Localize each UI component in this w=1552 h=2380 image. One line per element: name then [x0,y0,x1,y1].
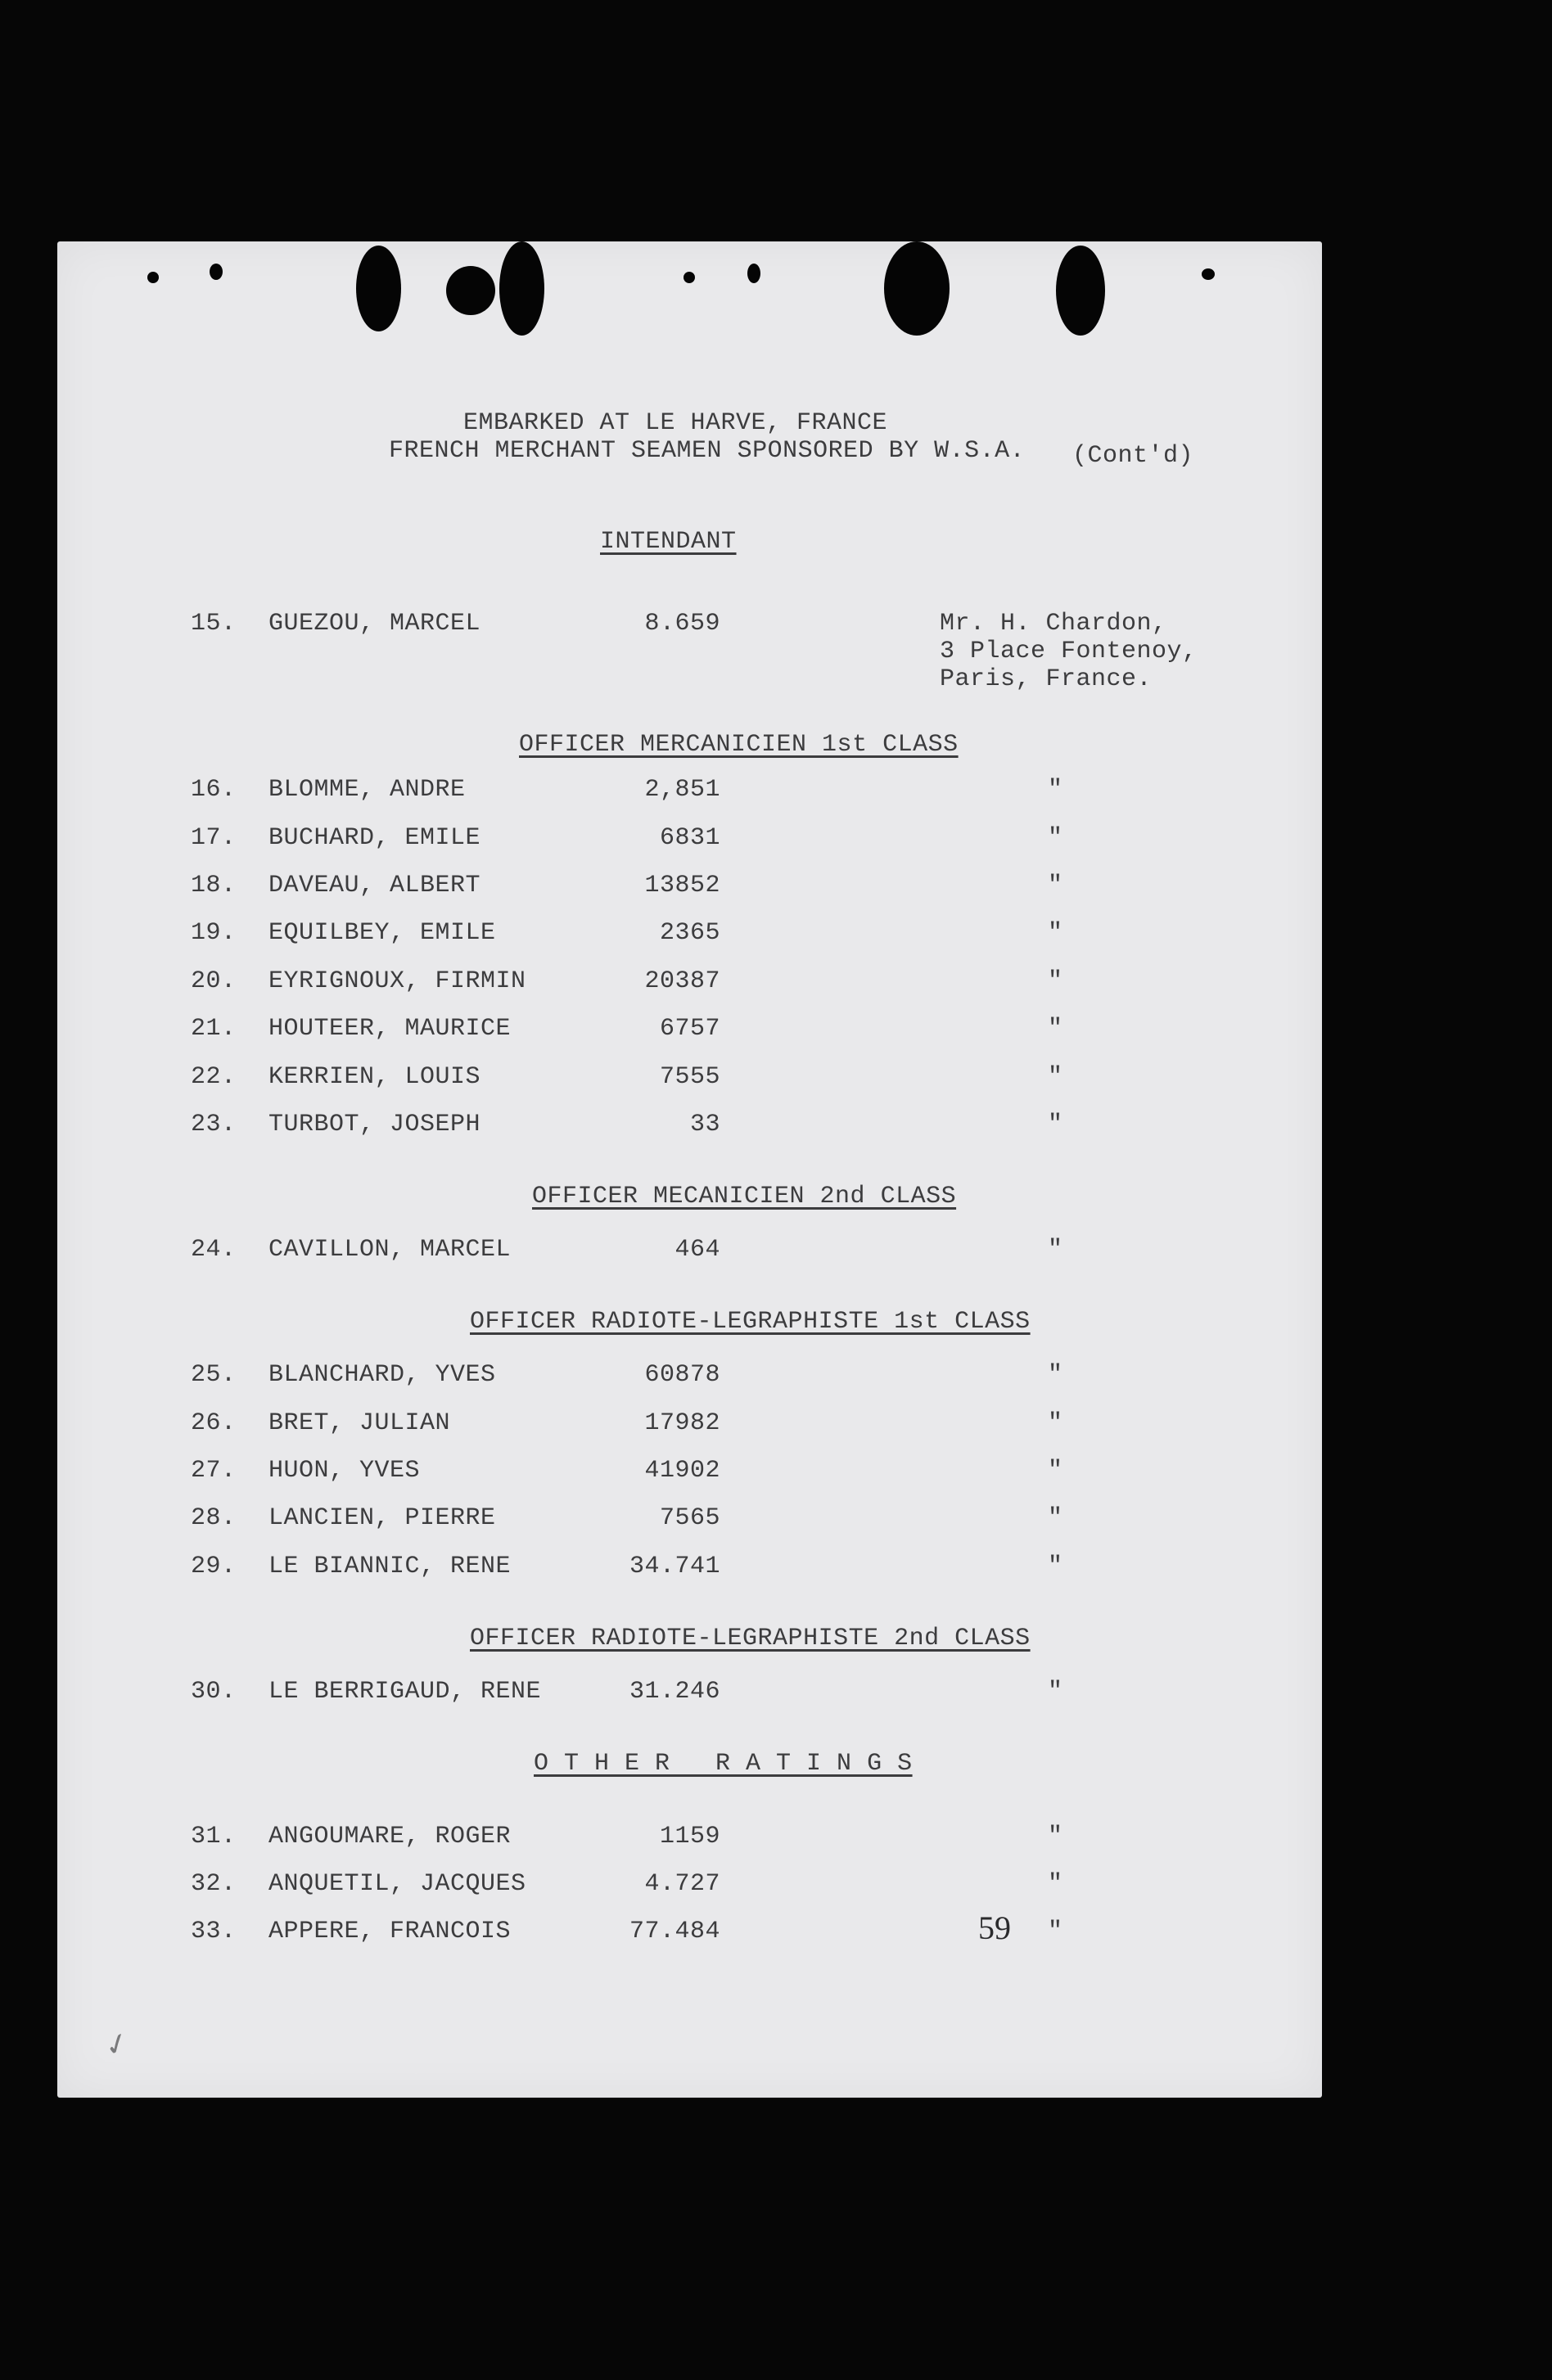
section-officer-2nd: OFFICER MECANICIEN 2nd CLASS [532,1183,957,1210]
punch-hole [499,241,544,336]
entry-value: 34.741 [629,1553,720,1580]
address-line-3: Paris, France. [940,665,1153,693]
list-item [0,1015,1552,1048]
entry-number: 17. [191,824,237,852]
entry-value: 60878 [644,1361,720,1389]
entry-number: 28. [191,1504,237,1532]
entry-number: 24. [191,1236,237,1264]
entry-value: 6831 [659,824,720,852]
entry-name: LE BERRIGAUD, RENE [268,1678,542,1706]
entry-value: 7555 [659,1063,720,1091]
entry-value: 17982 [644,1409,720,1437]
section-intendant: INTENDANT [600,528,737,556]
ditto-mark: " [1048,1918,1063,1945]
entry-name: HUON, YVES [268,1457,421,1485]
ditto-mark: " [1048,1236,1063,1264]
list-item [0,1457,1552,1490]
punch-hole [147,272,159,283]
ditto-mark: " [1048,1361,1063,1389]
list-item [0,1111,1552,1143]
ditto-mark: " [1048,824,1063,852]
section-officer-1st: OFFICER MERCANICIEN 1st CLASS [519,731,959,759]
entry-number: 27. [191,1457,237,1485]
ditto-mark: " [1048,1015,1063,1043]
list-item [0,824,1552,857]
punch-hole [684,272,695,283]
punch-hole [356,246,401,331]
ditto-mark: " [1048,1457,1063,1485]
list-item [0,1823,1552,1855]
entry-value: 41902 [644,1457,720,1485]
entry-number: 18. [191,872,237,899]
list-item [0,1504,1552,1537]
list-item [0,1870,1552,1903]
section-radio-1st: OFFICER RADIOTE-LEGRAPHISTE 1st CLASS [470,1308,1031,1336]
list-item [0,872,1552,904]
entry-number: 22. [191,1063,237,1091]
contd-note: (Cont'd) [1072,442,1194,470]
entry-name: APPERE, FRANCOIS [268,1918,512,1945]
entry-value: 13852 [644,872,720,899]
entry-name: ANQUETIL, JACQUES [268,1870,526,1898]
section-radio-2nd: OFFICER RADIOTE-LEGRAPHISTE 2nd CLASS [470,1625,1031,1652]
entry-number: 31. [191,1823,237,1850]
entry-name: HOUTEER, MAURICE [268,1015,512,1043]
document-page [57,241,1322,2098]
entry-name: BUCHARD, EMILE [268,824,481,852]
pencil-check-mark: ✓ [99,2025,135,2065]
address-line-1: Mr. H. Chardon, [940,610,1167,638]
entry-number: 29. [191,1553,237,1580]
entry-number: 33. [191,1918,237,1945]
ditto-mark: " [1048,1111,1063,1138]
list-item [0,919,1552,952]
entry-value: 6757 [659,1015,720,1043]
list-item [0,1409,1552,1442]
entry-name: TURBOT, JOSEPH [268,1111,481,1138]
entry-value: 20387 [644,967,720,995]
entry-name: KERRIEN, LOUIS [268,1063,481,1091]
ditto-mark: " [1048,1504,1063,1532]
entry-value: 7565 [659,1504,720,1532]
list-item [0,1063,1552,1096]
entry-name: GUEZOU, MARCEL [268,610,481,638]
entry-name: CAVILLON, MARCEL [268,1236,512,1264]
entry-value: 31.246 [629,1678,720,1706]
list-item [0,1553,1552,1585]
punch-hole [1056,246,1105,336]
entry-number: 21. [191,1015,237,1043]
list-item [0,967,1552,1000]
punch-hole [210,264,223,280]
entry-value: 8.659 [644,610,720,638]
list-item [0,610,1552,642]
list-item [0,1361,1552,1394]
ditto-mark: " [1048,1409,1063,1437]
ditto-mark: " [1048,1063,1063,1091]
address-line-2: 3 Place Fontenoy, [940,638,1198,665]
ditto-mark: " [1048,967,1063,995]
entry-name: BLANCHARD, YVES [268,1361,496,1389]
entry-name: EQUILBEY, EMILE [268,919,496,947]
entry-value: 77.484 [629,1918,720,1945]
punch-hole [446,266,495,315]
entry-number: 23. [191,1111,237,1138]
entry-number: 30. [191,1678,237,1706]
entry-value: 2,851 [644,776,720,804]
list-item [0,1918,1552,1950]
entry-name: EYRIGNOUX, FIRMIN [268,967,526,995]
ditto-mark: " [1048,1553,1063,1580]
ditto-mark: " [1048,776,1063,804]
punch-hole [1202,268,1215,280]
entry-name: BLOMME, ANDRE [268,776,466,804]
entry-value: 1159 [659,1823,720,1850]
ditto-mark: " [1048,1870,1063,1898]
punch-hole [884,241,950,336]
list-item [0,776,1552,809]
entry-name: BRET, JULIAN [268,1409,451,1437]
list-item [0,1236,1552,1269]
entry-name: ANGOUMARE, ROGER [268,1823,512,1850]
section-other-ratings: O T H E R R A T I N G S [534,1750,913,1778]
entry-value: 2365 [659,919,720,947]
document-header [389,409,1026,465]
header-line-2: FRENCH MERCHANT SEAMEN SPONSORED BY W.S.A. [389,437,1026,465]
ditto-mark: " [1048,872,1063,899]
entry-number: 20. [191,967,237,995]
entry-value: 4.727 [644,1870,720,1898]
header-line-1: EMBARKED AT LE HARVE, FRANCE [462,409,888,437]
entry-number: 15. [191,610,237,638]
list-item [0,1678,1552,1711]
entry-number: 25. [191,1361,237,1389]
entry-number: 19. [191,919,237,947]
entry-number: 26. [191,1409,237,1437]
ditto-mark: " [1048,919,1063,947]
entry-name: LANCIEN, PIERRE [268,1504,496,1532]
entry-number: 16. [191,776,237,804]
ditto-mark: " [1048,1823,1063,1850]
entry-value: 464 [674,1236,720,1264]
page-number: 59 [978,1909,1011,1946]
entry-value: 33 [689,1111,720,1138]
entry-name: DAVEAU, ALBERT [268,872,481,899]
entry-name: LE BIANNIC, RENE [268,1553,512,1580]
punch-hole [747,264,760,283]
ditto-mark: " [1048,1678,1063,1706]
entry-number: 32. [191,1870,237,1898]
